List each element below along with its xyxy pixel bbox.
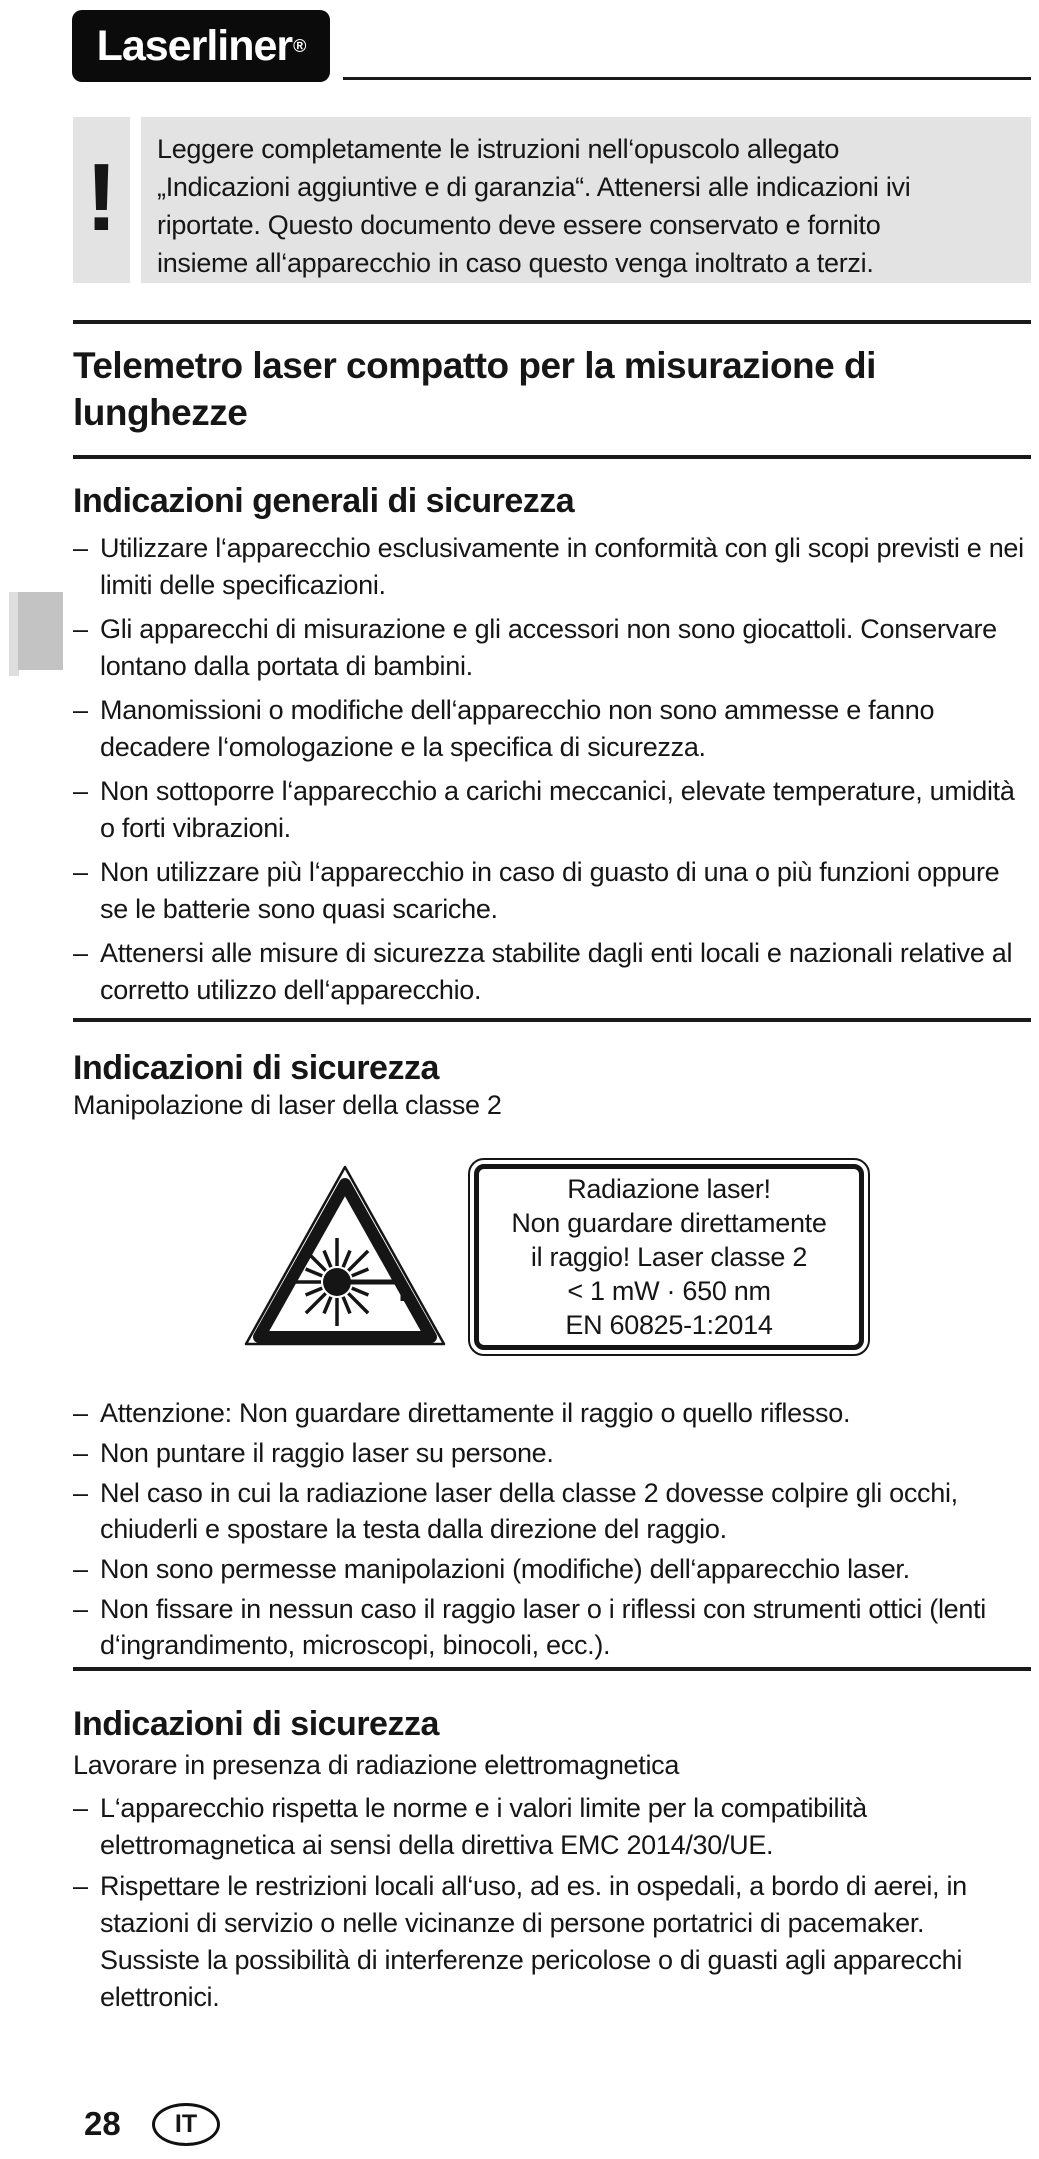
bullet-dash: – <box>73 1478 88 1508</box>
bullet-dash: – <box>73 695 88 725</box>
exclamation-icon: ! <box>85 144 118 251</box>
bullet-dash: – <box>73 1398 88 1428</box>
list-item <box>73 854 1031 928</box>
laser-label-line: Radiazione laser! <box>567 1174 771 1204</box>
header-rule <box>343 77 1031 80</box>
list-item <box>73 935 1031 1009</box>
list-item <box>73 1591 1038 1663</box>
notice-text: Leggere completamente le istruzioni nell‘opuscolo allegato „Indicazioni aggiuntive e di garanzia“. Attenersi alle indicazioni ivi riportate. Questo documento deve essere conservato e fornito insieme all‘apparecchio in caso questo venga inoltrato a terzi. <box>141 117 1031 283</box>
laserliner-logo: Laserliner ® <box>72 10 330 82</box>
section-heading-laser-safety: Indicazioni di sicurezza <box>73 1049 439 1087</box>
bullet-dash: – <box>73 1793 88 1823</box>
laser-label-line: Non guardare direttamente <box>511 1208 827 1238</box>
language-badge-text: IT <box>174 2110 198 2138</box>
list-item-text: Rispettare le restrizioni locali all‘uso, ad es. in ospedali, a bordo di aerei, in stazioni di servizio o nelle vicinanze di persone portatrici di pacemaker. Sussiste la possibilità di interferenze pericolose o di guasti agli apparecchi elettronici. <box>100 1871 967 2012</box>
laser-label-line: < 1 mW · 650 nm <box>567 1276 771 1306</box>
exclamation-notice-box <box>73 117 130 283</box>
list-item-text: L‘apparecchio rispetta le norme e i valori limite per la compatibilità elettromagnetica ai sensi della direttiva EMC 2014/30/UE. <box>100 1793 867 1860</box>
section-heading-general-safety: Indicazioni generali di sicurezza <box>73 482 575 520</box>
page-number: 28 <box>84 2105 121 2142</box>
list-item-text: Attenzione: Non guardare direttamente il raggio o quello riflesso. <box>100 1398 851 1428</box>
section-subheading-laser: Manipolazione di laser della classe 2 <box>73 1090 502 1120</box>
bullet-dash: – <box>73 776 88 806</box>
list-item-text: Non sottoporre l‘apparecchio a carichi meccanici, elevate temperature, umidità o forti vibrazioni. <box>100 776 1015 843</box>
list-item-text: Non fissare in nessun caso il raggio laser o i riflessi con strumenti ottici (lenti d‘ingrandimento, microscopi, binocoli, ecc.). <box>100 1594 986 1660</box>
laser-warning-label-text <box>474 1164 864 1350</box>
emc-safety-list <box>73 1790 1031 2020</box>
laser-safety-list <box>73 1395 1038 1667</box>
bullet-dash: – <box>73 614 88 644</box>
list-item <box>73 1435 1038 1471</box>
list-item-text: Non utilizzare più l‘apparecchio in caso di guasto di una o più funzioni oppure se le batterie sono quasi scariche. <box>100 857 1000 924</box>
list-item <box>73 1790 1031 1864</box>
divider-rule <box>73 320 1031 324</box>
divider-rule <box>73 1667 1031 1671</box>
list-item <box>73 530 1031 604</box>
bullet-dash: – <box>73 857 88 887</box>
bullet-dash: – <box>73 938 88 968</box>
list-item-text: Manomissioni o modifiche dell‘apparecchio non sono ammesse e fanno decadere l‘omologazione e la specifica di sicurezza. <box>100 695 935 762</box>
list-item <box>73 1475 1038 1547</box>
list-item-text: Gli apparecchi di misurazione e gli accessori non sono giocattoli. Conservare lontano dalla portata di bambini. <box>100 614 997 681</box>
list-item <box>73 1868 1031 2016</box>
list-item <box>73 1395 1038 1431</box>
list-item-text: Attenersi alle misure di sicurezza stabilite dagli enti locali e nazionali relative al corretto utilizzo dell‘apparecchio. <box>100 938 1013 1005</box>
list-item-text: Non sono permesse manipolazioni (modifiche) dell‘apparecchio laser. <box>100 1554 910 1584</box>
bullet-dash: – <box>73 1871 88 1901</box>
list-item <box>73 611 1031 685</box>
bullet-dash: – <box>73 1594 88 1624</box>
bullet-dash: – <box>73 1438 88 1468</box>
laser-warning-triangle-icon <box>238 1160 452 1354</box>
brand-name: Laserliner <box>96 21 293 70</box>
list-item <box>73 692 1031 766</box>
list-item-text: Utilizzare l‘apparecchio esclusivamente in conformità con gli scopi previsti e nei limiti delle specificazioni. <box>100 533 1024 600</box>
laser-warning-label <box>468 1158 870 1356</box>
section-subheading-emc: Lavorare in presenza di radiazione elettromagnetica <box>73 1750 680 1780</box>
page-edge-tab <box>18 592 63 670</box>
laser-label-line: EN 60825-1:2014 <box>565 1310 773 1340</box>
list-item-text: Nel caso in cui la radiazione laser della classe 2 dovesse colpire gli occhi, chiuderli e spostare la testa dalla direzione del raggio. <box>100 1478 958 1544</box>
divider-rule <box>73 455 1031 459</box>
page-title: Telemetro laser compatto per la misurazione di lunghezze <box>73 345 876 433</box>
general-safety-list <box>73 530 1031 1016</box>
laser-label-line: il raggio! Laser classe 2 <box>530 1242 808 1272</box>
language-badge <box>152 2103 220 2146</box>
divider-rule <box>73 1018 1031 1022</box>
bullet-dash: – <box>73 1554 88 1584</box>
bullet-dash: – <box>73 533 88 563</box>
section-heading-emc-safety: Indicazioni di sicurezza <box>73 1705 439 1743</box>
list-item <box>73 1551 1038 1587</box>
list-item-text: Non puntare il raggio laser su persone. <box>100 1438 554 1468</box>
list-item <box>73 773 1031 847</box>
